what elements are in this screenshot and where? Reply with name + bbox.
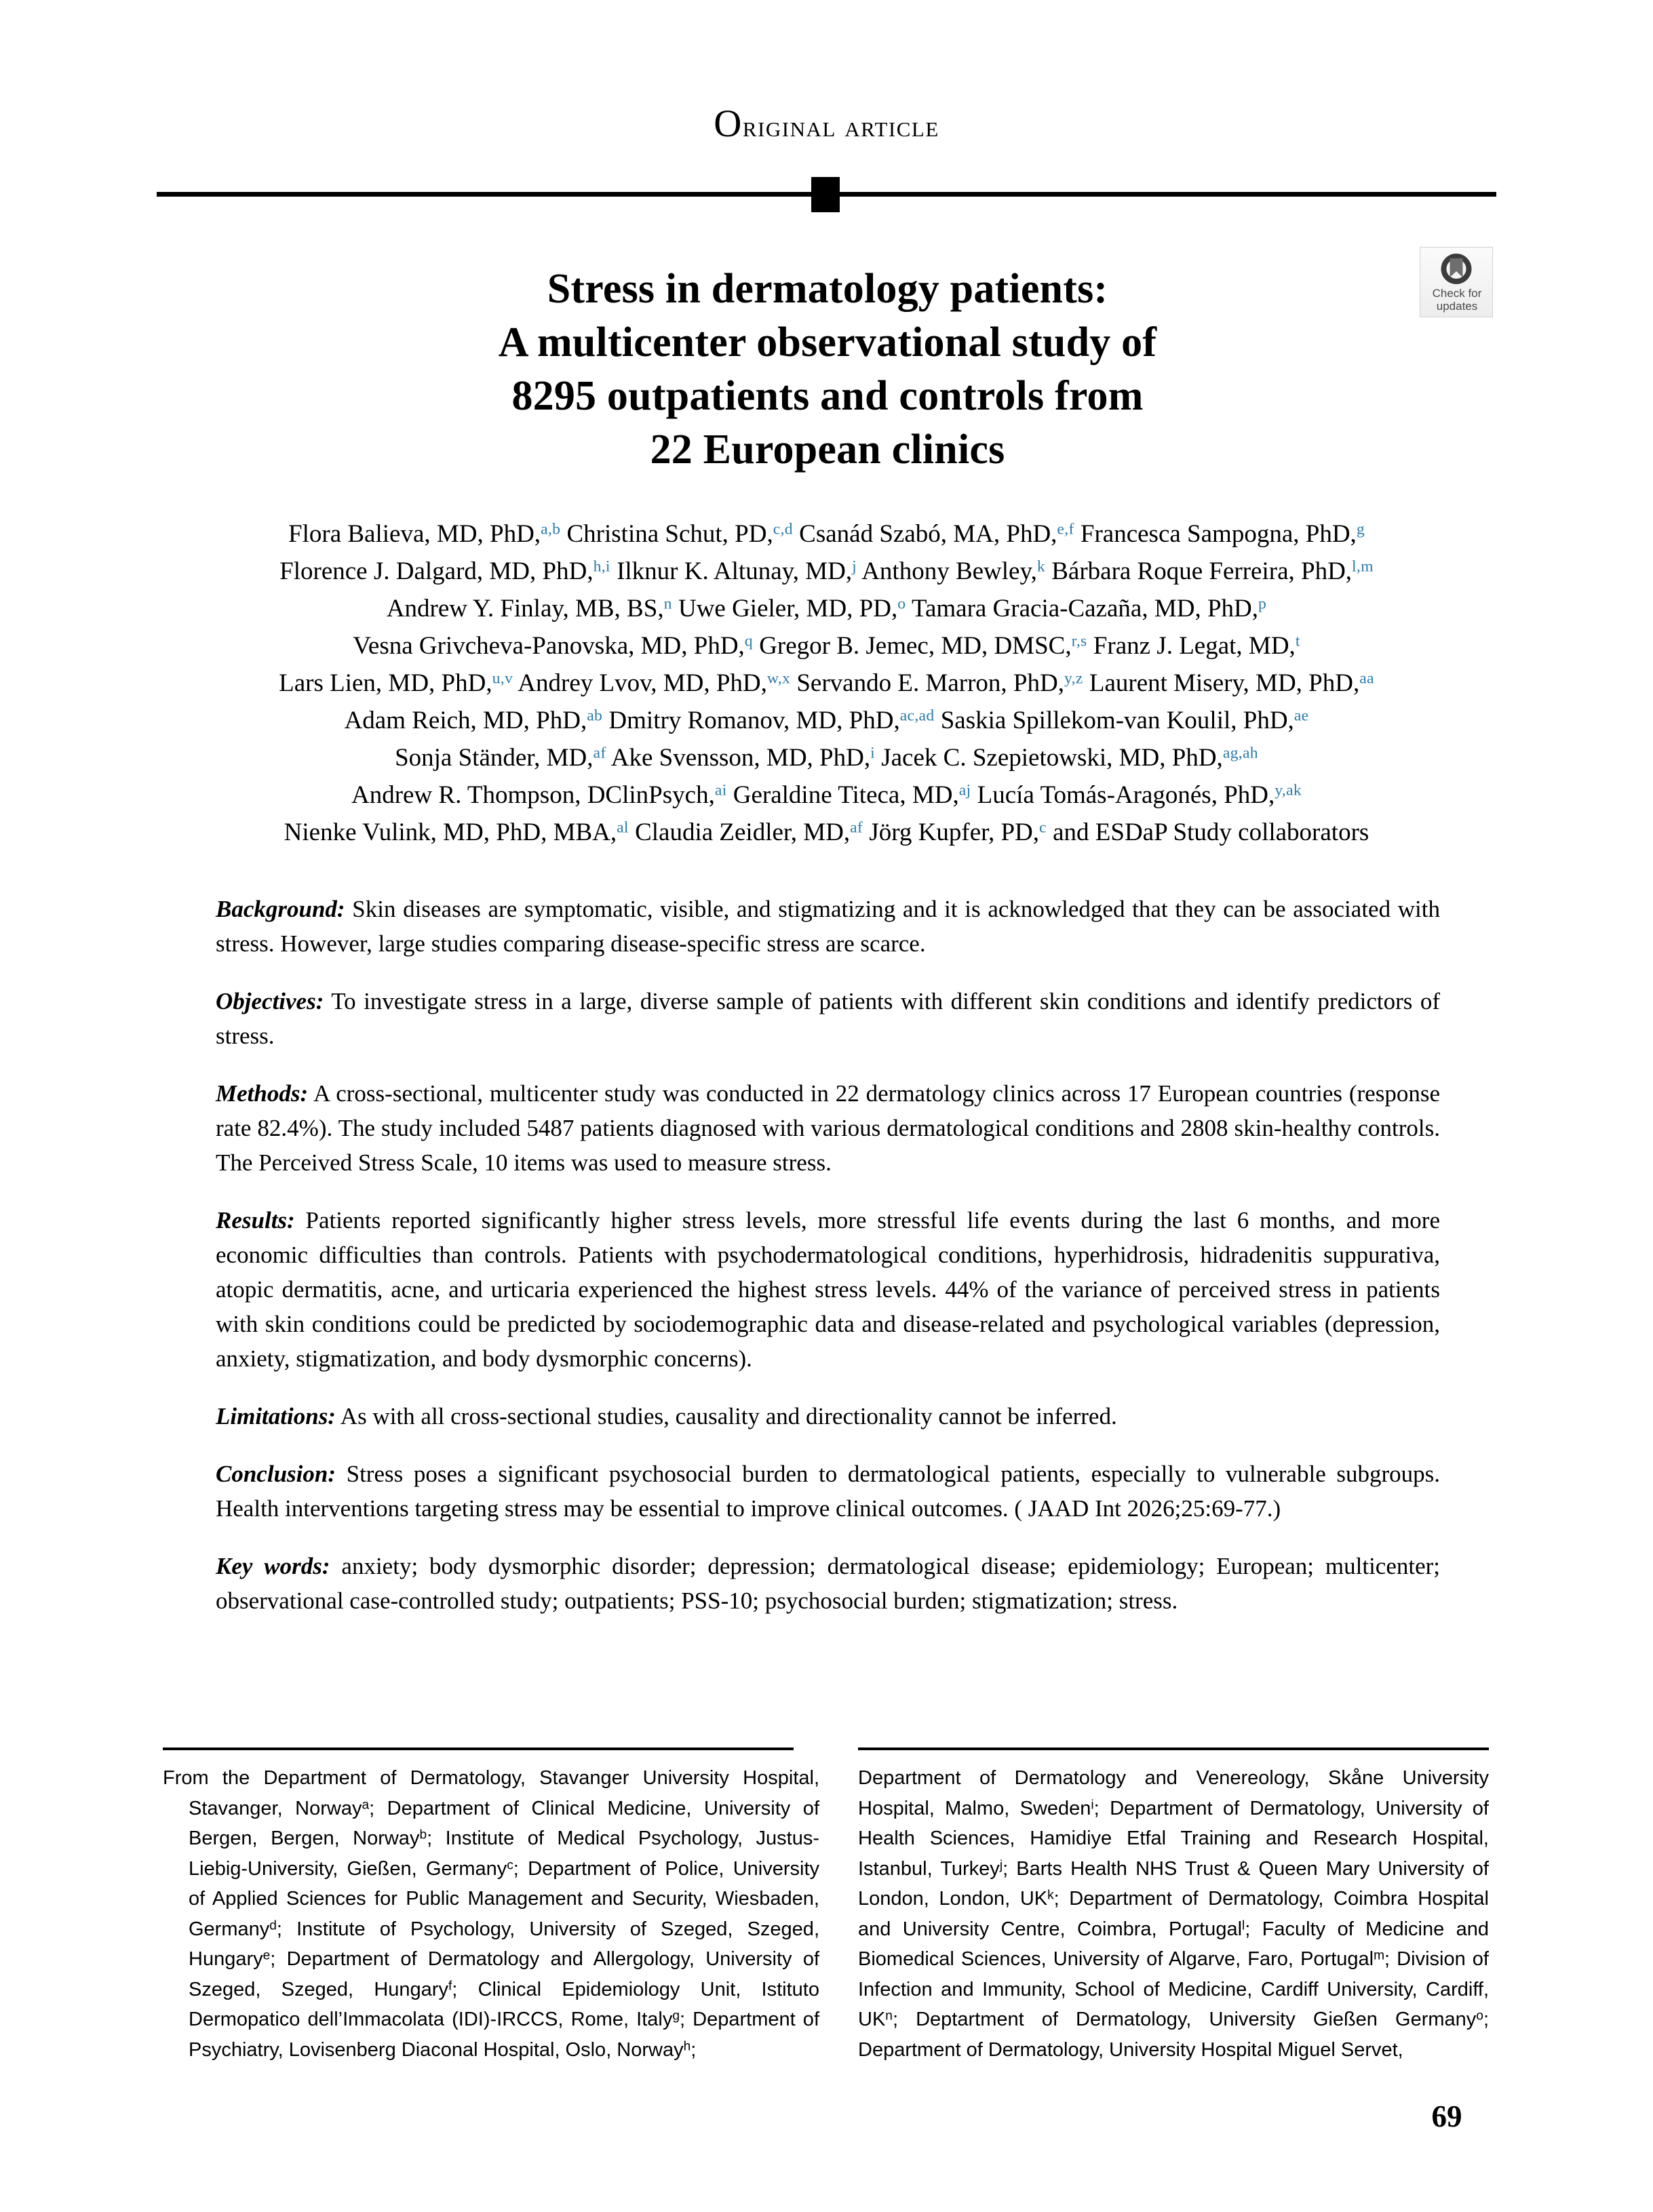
- author-affiliation-marker[interactable]: ag,ah: [1222, 744, 1258, 762]
- affiliation-marker: n: [885, 2009, 893, 2023]
- author-name: Claudia Zeidler, MD,: [628, 818, 851, 846]
- affiliations: [163, 1763, 1489, 2075]
- author-line: [136, 665, 1517, 702]
- author-name: Anthony Bewley,: [856, 557, 1037, 585]
- author-name: Francesca Sampogna, PhD,: [1074, 520, 1357, 548]
- author-name: Andrew R. Thompson, DClinPsych,: [351, 781, 715, 809]
- affiliation-marker: o: [1476, 2009, 1483, 2023]
- author-name: Christina Schut, PD,: [560, 520, 773, 548]
- author-name: Saskia Spillekom-van Koulil, PhD,: [934, 707, 1294, 734]
- author-affiliation-marker[interactable]: n: [663, 595, 672, 613]
- author-affiliation-marker[interactable]: e,f: [1057, 520, 1074, 538]
- page-number: 69: [1431, 2099, 1462, 2133]
- running-head: [0, 102, 1653, 146]
- author-affiliation-marker[interactable]: ac,ad: [899, 707, 935, 725]
- header-divider: [157, 192, 1496, 197]
- author-line: [136, 590, 1517, 627]
- affiliation-text: ; Department of Dermatology and Allergology, University of Szeged, Szeged, Hungary: [189, 1948, 819, 2000]
- affiliation-marker: h: [683, 2038, 691, 2053]
- author-name: Andrew Y. Finlay, MB, BS,: [386, 595, 664, 623]
- running-head-dropcap: O: [714, 102, 743, 145]
- abstract-section-text: Patients reported significantly higher stress levels, more stressful life events during the last 6 months, and more economic difficulties than controls. Patients with psychodermatological conditions, hyperhidrosis, hidradenitis suppurativa, atopic dermatitis, acne, and urticaria experienced the highest stress levels. 44% of the variance of perceived stress in patients with skin conditions could be predicted by sociodemographic data and disease-related and psychological variables (depression, anxiety, stigmatization, and body dysmorphic concerns).: [216, 1207, 1440, 1372]
- author-name: Florence J. Dalgard, MD, PhD,: [279, 557, 594, 585]
- author-affiliation-marker[interactable]: a,b: [541, 520, 561, 538]
- abstract-section-text: As with all cross-sectional studies, causality and directionality cannot be inferred.: [335, 1403, 1117, 1429]
- author-line: [136, 627, 1517, 665]
- author-affiliation-marker[interactable]: t: [1295, 632, 1300, 650]
- crossmark-label: [1420, 287, 1494, 313]
- abstract-section-text: anxiety; body dysmorphic disorder; depression; dermatological disease; epidemiology; European; multicenter; observational case-controlled study; outpatients; PSS-10; psychosocial burden; stigmatization; stress.: [216, 1553, 1440, 1614]
- affiliation-marker: m: [1374, 1948, 1385, 1963]
- author-affiliation-marker[interactable]: aj: [958, 781, 971, 799]
- author-affiliation-marker[interactable]: al: [617, 818, 629, 837]
- footnote-rule-right: [858, 1747, 1489, 1750]
- running-head-text: riginal article: [742, 110, 939, 143]
- affiliation-text: ; Department of Dermatology, University of Health Sciences, Hamidiye Etfal Training and Research Hospital, Istanbul, Turkey: [858, 1797, 1489, 1880]
- author-affiliation-marker[interactable]: ai: [714, 781, 727, 799]
- author-affiliation-marker[interactable]: y,z: [1064, 669, 1083, 688]
- affiliation-text: ; Department of Police, University of Applied Sciences for Public Management and Security, Wiesbaden, Germany: [189, 1857, 819, 1940]
- affiliation-marker: l: [1242, 1918, 1245, 1933]
- affiliation-marker: j: [999, 1857, 1003, 1872]
- author-affiliation-marker[interactable]: q: [744, 632, 753, 650]
- author-name: Jacek C. Szepietowski, MD, PhD,: [874, 744, 1223, 772]
- author-affiliation-marker[interactable]: r,s: [1071, 632, 1087, 650]
- title-line-3: 8295 outpatients and controls from: [511, 372, 1144, 419]
- author-name: Flora Balieva, MD, PhD,: [288, 520, 541, 548]
- abstract-section-label: Conclusion:: [216, 1461, 336, 1487]
- affiliation-text: ;: [691, 2038, 697, 2061]
- abstract-section: [216, 892, 1440, 961]
- abstract-section-label: Limitations:: [216, 1403, 336, 1429]
- affiliation-text: ; Barts Health NHS Trust & Queen Mary University of London, London, UK: [858, 1857, 1489, 1910]
- affiliation-text: ; Department of Psychiatry, Lovisenberg Diaconal Hospital, Oslo, Norway: [189, 2009, 819, 2061]
- author-affiliation-marker[interactable]: ae: [1294, 707, 1309, 725]
- author-affiliation-marker[interactable]: j: [852, 557, 857, 576]
- author-line: [136, 702, 1517, 739]
- author-name: Jörg Kupfer, PD,: [863, 818, 1040, 846]
- affiliation-text: ; Clinical Epidemiology Unit, Istituto Dermopatico dell’Immacolata (IDI)-IRCCS, Rome, Italy: [189, 1978, 819, 2030]
- title-line-1: Stress in dermatology patients:: [547, 265, 1108, 312]
- abstract-section: [216, 1076, 1440, 1180]
- author-name: Franz J. Legat, MD,: [1087, 632, 1296, 660]
- author-name: Andrey Lvov, MD, PhD,: [513, 669, 767, 697]
- author-name: Ilknur K. Altunay, MD,: [610, 557, 853, 585]
- author-affiliation-marker[interactable]: af: [593, 744, 606, 762]
- affiliations-column-left: [163, 1763, 819, 2065]
- abstract-section: [216, 1457, 1440, 1526]
- abstract-section: [216, 1399, 1440, 1434]
- abstract-section-text: A cross-sectional, multicenter study was conducted in 22 dermatology clinics across 17 European countries (response rate 82.4%). The study included 5487 patients diagnosed with various dermatological conditions and 2808 skin-healthy controls. The Perceived Stress Scale, 10 items was used to measure stress.: [216, 1080, 1440, 1176]
- author-name: Csanád Szabó, MA, PhD,: [792, 520, 1057, 548]
- author-line: [136, 739, 1517, 776]
- abstract-section-label: Methods:: [216, 1080, 309, 1107]
- title-line-4: 22 European clinics: [650, 426, 1005, 473]
- author-name: Lars Lien, MD, PhD,: [279, 669, 492, 697]
- abstract-section: [216, 984, 1440, 1053]
- title-line-2: A multicenter observational study of: [498, 319, 1157, 366]
- affiliation-text: ; Faculty of Medicine and Biomedical Sciences, University of Algarve, Faro, Portugal: [858, 1918, 1489, 1970]
- author-name: and ESDaP Study collaborators: [1046, 818, 1369, 846]
- author-affiliation-marker[interactable]: h,i: [593, 557, 610, 576]
- footnote-rule-left: [163, 1747, 794, 1750]
- author-line: [136, 515, 1517, 553]
- abstract-section: [216, 1203, 1440, 1376]
- affiliation-text: ; Department of Clinical Medicine, University of Bergen, Bergen, Norway: [189, 1797, 819, 1849]
- author-name: Lucía Tomás-Aragonés, PhD,: [971, 781, 1275, 809]
- affiliation-marker: f: [448, 1978, 452, 1993]
- affiliation-text: ; Institute of Medical Psychology, Justus-Liebig-University, Gießen, Germany: [189, 1828, 819, 1880]
- author-name: Nienke Vulink, MD, PhD, MBA,: [284, 818, 617, 846]
- author-name: Laurent Misery, MD, PhD,: [1083, 669, 1360, 697]
- affiliation-text: ; Department of Dermatology, University Hospital Miguel Servet,: [858, 2009, 1489, 2061]
- author-name: Adam Reich, MD, PhD,: [344, 707, 587, 734]
- header-divider-square-icon: [811, 177, 840, 212]
- author-line: [136, 814, 1517, 851]
- author-line: [136, 553, 1517, 590]
- author-affiliation-marker[interactable]: c,d: [773, 520, 793, 538]
- author-name: Tamara Gracia-Cazaña, MD, PhD,: [906, 595, 1259, 623]
- author-affiliation-marker[interactable]: o: [897, 595, 906, 613]
- author-affiliation-marker[interactable]: w,x: [766, 669, 791, 688]
- author-name: Ake Svensson, MD, PhD,: [606, 744, 871, 772]
- crossmark-bookmark-icon: [1441, 253, 1473, 285]
- crossmark-badge[interactable]: [1420, 247, 1493, 317]
- page-title: [292, 262, 1363, 477]
- crossmark-label-line2: updates: [1436, 300, 1478, 313]
- author-name: Dmitry Romanov, MD, PhD,: [602, 707, 900, 734]
- affiliation-marker: g: [672, 2009, 680, 2023]
- abstract-section-text: Stress poses a significant psychosocial burden to dermatological patients, especially to vulnerable subgroups. Health interventions targeting stress may be essential to improve clinical outcomes. ( JAAD Int 2026;25:69-77.): [216, 1461, 1440, 1522]
- abstract-section-text: Skin diseases are symptomatic, visible, and stigmatizing and it is acknowledged that they can be associated with stress. However, large studies comparing disease-specific stress are scarce.: [216, 896, 1440, 957]
- author-name: Geraldine Titeca, MD,: [726, 781, 959, 809]
- author-affiliation-marker[interactable]: k: [1036, 557, 1045, 576]
- abstract-section-text: To investigate stress in a large, diverse sample of patients with different skin conditions and identify predictors of stress.: [216, 988, 1440, 1049]
- author-affiliation-marker[interactable]: l,m: [1352, 557, 1374, 576]
- affiliation-marker: i: [1091, 1797, 1094, 1812]
- affiliation-marker: c: [507, 1857, 513, 1872]
- abstract-section-label: Objectives:: [216, 988, 324, 1014]
- affiliation-marker: e: [262, 1948, 271, 1963]
- abstract-section-label: Key words:: [216, 1553, 330, 1579]
- author-affiliation-marker[interactable]: ab: [587, 707, 603, 725]
- abstract-section-label: Background:: [216, 896, 345, 922]
- affiliations-column-right: [858, 1763, 1489, 2065]
- author-affiliation-marker[interactable]: c: [1039, 818, 1047, 837]
- affiliation-text: From the Department of Dermatology, Stavanger University Hospital, Stavanger, Norway: [163, 1767, 819, 1819]
- abstract: [216, 892, 1440, 1618]
- author-affiliation-marker[interactable]: u,v: [492, 669, 513, 688]
- affiliation-marker: a: [362, 1797, 370, 1812]
- author-name: Bárbara Roque Ferreira, PhD,: [1045, 557, 1353, 585]
- affiliation-marker: b: [419, 1828, 427, 1842]
- author-list: [136, 515, 1517, 851]
- abstract-section-label: Results:: [216, 1207, 295, 1233]
- author-name: Gregor B. Jemec, MD, DMSC,: [752, 632, 1072, 660]
- author-affiliation-marker[interactable]: y,ak: [1275, 781, 1302, 799]
- author-name: Servando E. Marron, PhD,: [790, 669, 1064, 697]
- affiliation-text: Department of Dermatology and Venereology, Skåne University Hospital, Malmo, Sweden: [858, 1767, 1489, 1819]
- affiliation-text: ; Department of Dermatology, Coimbra Hospital and University Centre, Coimbra, Portugal: [858, 1888, 1489, 1940]
- author-affiliation-marker[interactable]: af: [850, 818, 863, 837]
- author-name: Vesna Grivcheva-Panovska, MD, PhD,: [353, 632, 745, 660]
- author-affiliation-marker[interactable]: aa: [1359, 669, 1374, 688]
- author-name: Sonja Ständer, MD,: [395, 744, 594, 772]
- author-line: [136, 776, 1517, 814]
- author-affiliation-marker[interactable]: g: [1356, 520, 1365, 538]
- author-name: Uwe Gieler, MD, PD,: [672, 595, 898, 623]
- author-affiliation-marker[interactable]: i: [870, 744, 875, 762]
- abstract-section: [216, 1549, 1440, 1618]
- affiliation-marker: d: [269, 1918, 277, 1933]
- affiliation-marker: k: [1047, 1888, 1054, 1903]
- affiliation-text: ; Division of Infection and Immunity, School of Medicine, Cardiff University, Cardiff, UK: [858, 1948, 1489, 2030]
- author-affiliation-marker[interactable]: p: [1258, 595, 1267, 613]
- crossmark-label-line1: Check for: [1432, 287, 1482, 300]
- affiliation-text: ; Institute of Psychology, University of Szeged, Szeged, Hungary: [189, 1918, 819, 1970]
- affiliation-text: ; Deptartment of Dermatology, University Gießen Germany: [892, 2009, 1477, 2030]
